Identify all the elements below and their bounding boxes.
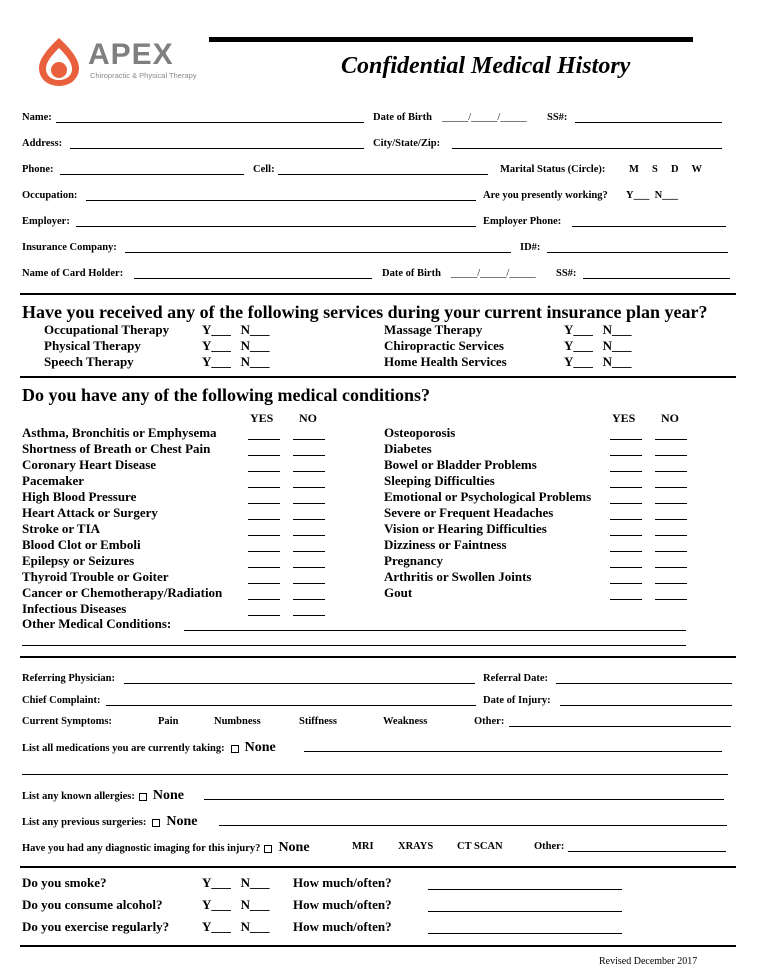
service-label: Speech Therapy bbox=[44, 354, 134, 369]
habit-how-label: How much/often? bbox=[293, 919, 392, 934]
condition-no-blank[interactable] bbox=[655, 567, 687, 568]
habit-yn[interactable]: Y___ N___ bbox=[202, 919, 270, 934]
apex-logo-icon bbox=[36, 36, 82, 88]
employer-label: Employer: bbox=[22, 216, 70, 227]
condition-no-blank[interactable] bbox=[655, 439, 687, 440]
conditions-heading: Do you have any of the following medical conditions? bbox=[22, 385, 431, 405]
address-label: Address: bbox=[22, 138, 63, 149]
revised-note: Revised December 2017 bbox=[599, 956, 698, 967]
condition-no-blank[interactable] bbox=[655, 551, 687, 552]
working-yn[interactable]: Y___ N___ bbox=[626, 190, 678, 201]
ss-field[interactable] bbox=[575, 122, 722, 123]
surgeries-label: List any previous surgeries: None bbox=[22, 814, 198, 829]
condition-no-blank[interactable] bbox=[293, 599, 325, 600]
condition-yes-blank[interactable] bbox=[610, 471, 642, 472]
occupation-label: Occupation: bbox=[22, 190, 78, 201]
surgeries-field[interactable] bbox=[219, 825, 727, 826]
condition-label: Blood Clot or Emboli bbox=[22, 537, 141, 552]
condition-yes-blank[interactable] bbox=[248, 519, 280, 520]
dob-label: Date of Birth bbox=[373, 112, 432, 123]
condition-yes-blank[interactable] bbox=[248, 583, 280, 584]
medications-field-2[interactable] bbox=[22, 774, 728, 775]
condition-yes-blank[interactable] bbox=[610, 503, 642, 504]
services-heading: Have you received any of the following services during your current insurance plan year? bbox=[22, 302, 708, 322]
divider bbox=[20, 945, 736, 947]
service-yn[interactable]: Y___ N___ bbox=[202, 338, 270, 353]
symptoms-label: Current Symptoms: bbox=[22, 716, 112, 727]
dob-field[interactable]: _____/_____/_____ bbox=[442, 112, 527, 123]
condition-yes-blank[interactable] bbox=[610, 487, 642, 488]
allergies-none-label: None bbox=[152, 788, 185, 803]
service-label: Physical Therapy bbox=[44, 338, 141, 353]
imaging-label: Have you had any diagnostic imaging for this injury? None bbox=[22, 840, 310, 855]
service-yn[interactable]: Y___ N___ bbox=[564, 354, 632, 369]
service-label: Home Health Services bbox=[384, 354, 507, 369]
no-header-right: NO bbox=[661, 411, 679, 425]
condition-no-blank[interactable] bbox=[655, 599, 687, 600]
city-field[interactable] bbox=[452, 148, 722, 149]
medications-none-label: None bbox=[244, 740, 276, 755]
imaging-other-label: Other: bbox=[534, 841, 565, 852]
symptom-other-label: Other: bbox=[474, 716, 505, 727]
surgeries-none-checkbox[interactable] bbox=[152, 819, 160, 827]
habit-yn[interactable]: Y___ N___ bbox=[202, 897, 270, 912]
logo-subtitle: Chiropractic & Physical Therapy bbox=[90, 71, 197, 80]
card-holder-field[interactable] bbox=[134, 278, 372, 279]
habit-yn[interactable]: Y___ N___ bbox=[202, 875, 270, 890]
condition-no-blank[interactable] bbox=[293, 567, 325, 568]
condition-yes-blank[interactable] bbox=[610, 455, 642, 456]
medications-label: List all medications you are currently taking: None bbox=[22, 740, 276, 755]
referral-date-field[interactable] bbox=[556, 683, 732, 684]
dob2-field[interactable]: _____/_____/_____ bbox=[451, 268, 536, 279]
medications-field[interactable] bbox=[304, 751, 722, 752]
allergies-none-checkbox[interactable] bbox=[139, 793, 147, 801]
condition-yes-blank[interactable] bbox=[248, 503, 280, 504]
other-conditions-field-2[interactable] bbox=[22, 645, 686, 646]
allergies-field[interactable] bbox=[204, 799, 724, 800]
condition-no-blank[interactable] bbox=[655, 503, 687, 504]
habit-how-field[interactable] bbox=[428, 911, 622, 912]
employer-phone-field[interactable] bbox=[572, 226, 726, 227]
condition-label: Coronary Heart Disease bbox=[22, 457, 157, 472]
condition-label: Epilepsy or Seizures bbox=[22, 553, 135, 568]
marital-options[interactable]: M S D W bbox=[629, 164, 703, 175]
condition-yes-blank[interactable] bbox=[248, 487, 280, 488]
condition-label: Heart Attack or Surgery bbox=[22, 505, 158, 520]
service-yn[interactable]: Y___ N___ bbox=[202, 322, 270, 337]
condition-yes-blank[interactable] bbox=[248, 599, 280, 600]
condition-label: Vision or Hearing Difficulties bbox=[384, 521, 547, 536]
condition-yes-blank[interactable] bbox=[610, 439, 642, 440]
condition-no-blank[interactable] bbox=[293, 551, 325, 552]
occupation-field[interactable] bbox=[86, 200, 476, 201]
condition-label: Pregnancy bbox=[384, 553, 443, 568]
condition-no-blank[interactable] bbox=[293, 487, 325, 488]
condition-yes-blank[interactable] bbox=[610, 583, 642, 584]
habit-question: Do you smoke? bbox=[22, 875, 107, 890]
yes-header-left: YES bbox=[250, 411, 274, 425]
insurance-label: Insurance Company: bbox=[22, 242, 117, 253]
habit-how-label: How much/often? bbox=[293, 897, 392, 912]
condition-no-blank[interactable] bbox=[655, 471, 687, 472]
condition-no-blank[interactable] bbox=[655, 519, 687, 520]
condition-label: High Blood Pressure bbox=[22, 489, 137, 504]
phone-label: Phone: bbox=[22, 164, 54, 175]
condition-yes-blank[interactable] bbox=[248, 439, 280, 440]
symptom-other-field[interactable] bbox=[509, 726, 731, 727]
habit-question: Do you consume alcohol? bbox=[22, 897, 163, 912]
condition-label: Cancer or Chemotherapy/Radiation bbox=[22, 585, 223, 600]
symptom-weakness[interactable]: Weakness bbox=[383, 716, 428, 727]
working-label: Are you presently working? bbox=[483, 190, 608, 201]
divider bbox=[20, 656, 736, 658]
other-conditions-field[interactable] bbox=[184, 630, 686, 631]
injury-date-field[interactable] bbox=[560, 705, 732, 706]
phone-field[interactable] bbox=[60, 174, 244, 175]
cell-field[interactable] bbox=[278, 174, 488, 175]
allergies-label: List any known allergies: None bbox=[22, 788, 185, 803]
imaging-mri[interactable]: MRI bbox=[352, 841, 374, 852]
symptom-stiffness[interactable]: Stiffness bbox=[299, 716, 337, 727]
divider bbox=[20, 376, 736, 378]
divider bbox=[20, 866, 736, 868]
condition-no-blank[interactable] bbox=[655, 583, 687, 584]
condition-label: Stroke or TIA bbox=[22, 521, 101, 536]
habit-how-field[interactable] bbox=[428, 889, 622, 890]
name-field[interactable] bbox=[56, 122, 364, 123]
insurance-field[interactable] bbox=[125, 252, 511, 253]
imaging-ctscan[interactable]: CT SCAN bbox=[457, 841, 503, 852]
referring-label: Referring Physician: bbox=[22, 673, 116, 684]
employer-field[interactable] bbox=[76, 226, 476, 227]
condition-label: Infectious Diseases bbox=[22, 601, 127, 616]
condition-label: Bowel or Bladder Problems bbox=[384, 457, 537, 472]
page-title: Confidential Medical History bbox=[341, 53, 631, 79]
ss2-label: SS#: bbox=[556, 268, 577, 279]
condition-label: Pacemaker bbox=[22, 473, 85, 488]
complaint-field[interactable] bbox=[106, 705, 476, 706]
condition-yes-blank[interactable] bbox=[248, 455, 280, 456]
medications-none-checkbox[interactable] bbox=[231, 745, 239, 753]
condition-yes-blank[interactable] bbox=[610, 599, 642, 600]
cell-label: Cell: bbox=[253, 164, 275, 175]
marital-label: Marital Status (Circle): bbox=[500, 164, 606, 175]
condition-yes-blank[interactable] bbox=[248, 615, 280, 616]
condition-label: Diabetes bbox=[384, 441, 432, 456]
habit-question: Do you exercise regularly? bbox=[22, 919, 170, 934]
ss2-field[interactable] bbox=[583, 278, 730, 279]
habit-how-label: How much/often? bbox=[293, 875, 392, 890]
no-header-left: NO bbox=[299, 411, 317, 425]
imaging-none-label: None bbox=[278, 840, 310, 855]
condition-no-blank[interactable] bbox=[293, 519, 325, 520]
other-conditions-label: Other Medical Conditions: bbox=[22, 616, 172, 631]
ss-label: SS#: bbox=[547, 112, 568, 123]
city-label: City/State/Zip: bbox=[373, 138, 441, 149]
condition-label: Severe or Frequent Headaches bbox=[384, 505, 554, 520]
condition-no-blank[interactable] bbox=[293, 535, 325, 536]
condition-yes-blank[interactable] bbox=[610, 519, 642, 520]
service-yn[interactable]: Y___ N___ bbox=[564, 338, 632, 353]
condition-label: Osteoporosis bbox=[384, 425, 456, 440]
referral-date-label: Referral Date: bbox=[483, 673, 548, 684]
condition-yes-blank[interactable] bbox=[610, 535, 642, 536]
condition-no-blank[interactable] bbox=[293, 503, 325, 504]
condition-no-blank[interactable] bbox=[293, 439, 325, 440]
condition-yes-blank[interactable] bbox=[248, 535, 280, 536]
condition-label: Shortness of Breath or Chest Pain bbox=[22, 441, 211, 456]
condition-yes-blank[interactable] bbox=[248, 471, 280, 472]
condition-no-blank[interactable] bbox=[293, 471, 325, 472]
condition-label: Gout bbox=[384, 585, 413, 600]
symptom-pain[interactable]: Pain bbox=[158, 716, 179, 727]
condition-yes-blank[interactable] bbox=[610, 567, 642, 568]
service-label: Massage Therapy bbox=[384, 322, 483, 337]
name-label: Name: bbox=[22, 112, 52, 123]
service-yn[interactable]: Y___ N___ bbox=[202, 354, 270, 369]
condition-label: Asthma, Bronchitis or Emphysema bbox=[22, 425, 217, 440]
condition-yes-blank[interactable] bbox=[248, 551, 280, 552]
habit-how-field[interactable] bbox=[428, 933, 622, 934]
service-label: Occupational Therapy bbox=[44, 322, 170, 337]
complaint-label: Chief Complaint: bbox=[22, 695, 101, 706]
symptom-numbness[interactable]: Numbness bbox=[214, 716, 261, 727]
condition-no-blank[interactable] bbox=[655, 487, 687, 488]
address-field[interactable] bbox=[70, 148, 364, 149]
condition-no-blank[interactable] bbox=[655, 455, 687, 456]
condition-no-blank[interactable] bbox=[655, 535, 687, 536]
divider bbox=[20, 293, 736, 295]
condition-no-blank[interactable] bbox=[293, 583, 325, 584]
dob2-label: Date of Birth bbox=[382, 268, 441, 279]
condition-label: Thyroid Trouble or Goiter bbox=[22, 569, 169, 584]
injury-date-label: Date of Injury: bbox=[483, 695, 551, 706]
card-holder-label: Name of Card Holder: bbox=[22, 268, 124, 279]
header-bar bbox=[209, 37, 693, 42]
referring-field[interactable] bbox=[124, 683, 475, 684]
condition-yes-blank[interactable] bbox=[248, 567, 280, 568]
imaging-xrays[interactable]: XRAYS bbox=[398, 841, 434, 852]
logo-name: APEX bbox=[88, 38, 174, 71]
service-yn[interactable]: Y___ N___ bbox=[564, 322, 632, 337]
condition-no-blank[interactable] bbox=[293, 615, 325, 616]
condition-no-blank[interactable] bbox=[293, 455, 325, 456]
condition-label: Sleeping Difficulties bbox=[384, 473, 495, 488]
condition-label: Dizziness or Faintness bbox=[384, 537, 507, 552]
id-label: ID#: bbox=[520, 242, 541, 253]
id-field[interactable] bbox=[547, 252, 728, 253]
surgeries-none-label: None bbox=[166, 814, 198, 829]
imaging-none-checkbox[interactable] bbox=[264, 845, 272, 853]
condition-label: Arthritis or Swollen Joints bbox=[384, 569, 532, 584]
service-label: Chiropractic Services bbox=[384, 338, 504, 353]
condition-label: Emotional or Psychological Problems bbox=[384, 489, 592, 504]
imaging-other-field[interactable] bbox=[568, 851, 726, 852]
condition-yes-blank[interactable] bbox=[610, 551, 642, 552]
yes-header-right: YES bbox=[612, 411, 636, 425]
employer-phone-label: Employer Phone: bbox=[483, 216, 562, 227]
